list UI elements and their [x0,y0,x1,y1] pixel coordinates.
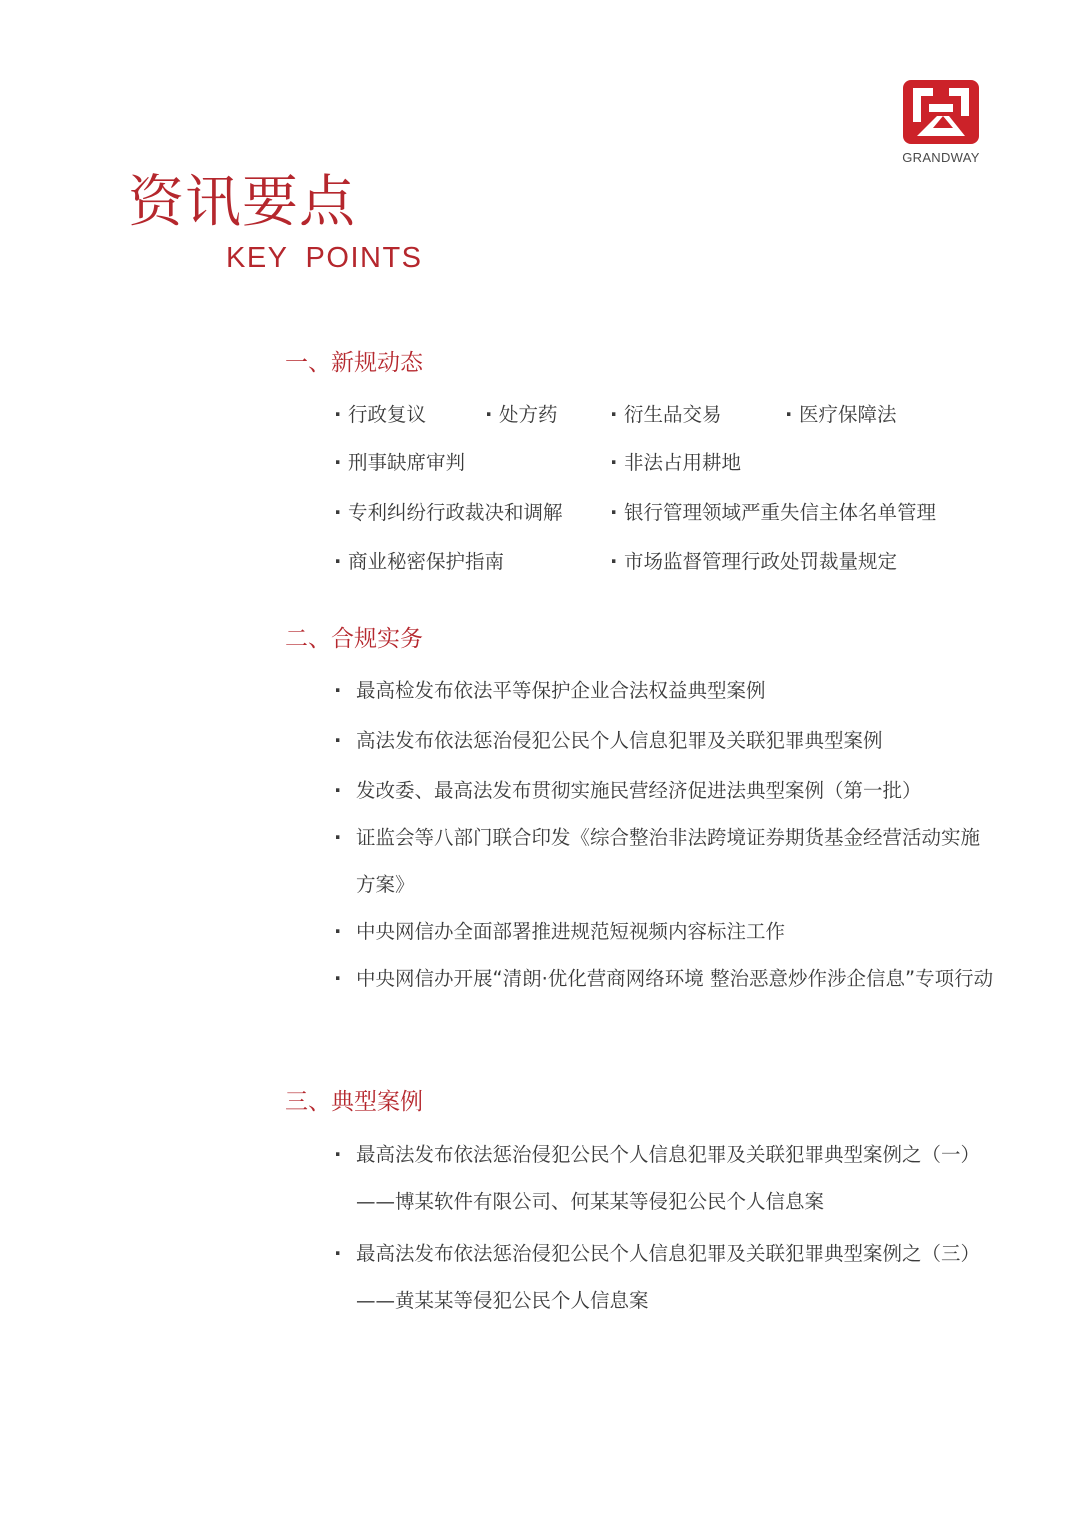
keyword-item: · 商业秘密保护指南 [334,552,504,572]
list-item-text: 最高检发布依法平等保护企业合法权益典型案例 [356,679,766,702]
list-item [334,767,994,814]
page-title: 资讯要点 [128,170,356,235]
bullet-marker: · [334,826,342,849]
list-item [334,667,994,714]
bullet-marker: · [334,679,342,702]
bullet-marker: · [334,1242,342,1265]
bullet-marker: · [334,729,342,752]
keyword-item: · 医疗保障法 [785,405,897,425]
bullet-marker: · [334,1143,342,1166]
list-item-text: 高法发布依法惩治侵犯公民个人信息犯罪及关联犯罪典型案例 [356,729,883,752]
list-item-text: 最高法发布依法惩治侵犯公民个人信息犯罪及关联犯罪典型案例之（三）——黄某某等侵犯公民个人信息案 [356,1242,981,1312]
list-item [334,908,994,955]
keyword-item: · 专利纠纷行政裁决和调解 [334,503,563,523]
page-subtitle: KEY POINTS [226,242,423,274]
bullet-marker: · [334,967,342,990]
list-item-text: 中央网信办全面部署推进规范短视频内容标注工作 [356,920,786,943]
list-item [334,1230,994,1324]
list-item [334,717,994,764]
section-heading-typical-cases: 三、典型案例 [285,1089,423,1115]
keyword-item: · 处方药 [485,405,558,425]
keyword-item: · 衍生品交易 [610,405,722,425]
section-heading-new-rules: 一、新规动态 [285,350,423,376]
keyword-item: · 刑事缺席审判 [334,453,465,473]
list-item-text: 最高法发布依法惩治侵犯公民个人信息犯罪及关联犯罪典型案例之（一）——博某软件有限公司、何某某等侵犯公民个人信息案 [356,1143,981,1213]
list-item-text: 发改委、最高法发布贯彻实施民营经济促进法典型案例（第一批） [356,779,922,802]
keyword-item: · 非法占用耕地 [610,453,741,473]
grandway-logo [896,80,986,165]
keyword-item: · 市场监督管理行政处罚裁量规定 [610,552,897,572]
section-heading-compliance: 二、合规实务 [285,626,423,652]
list-item-text: 中央网信办开展“清朗·优化营商网络环境 整治恶意炒作涉企信息”专项行动 [356,967,994,990]
logo-text: GRANDWAY [902,150,980,165]
list-item [334,1131,994,1225]
list-item [334,955,994,1002]
list-item-text: 证监会等八部门联合印发《综合整治非法跨境证券期货基金经营活动实施方案》 [356,826,981,896]
keyword-item: · 行政复议 [334,405,426,425]
keyword-item: · 银行管理领域严重失信主体名单管理 [610,503,936,523]
grandway-logo-icon [903,80,979,144]
list-item [334,814,994,908]
bullet-marker: · [334,920,342,943]
bullet-marker: · [334,779,342,802]
